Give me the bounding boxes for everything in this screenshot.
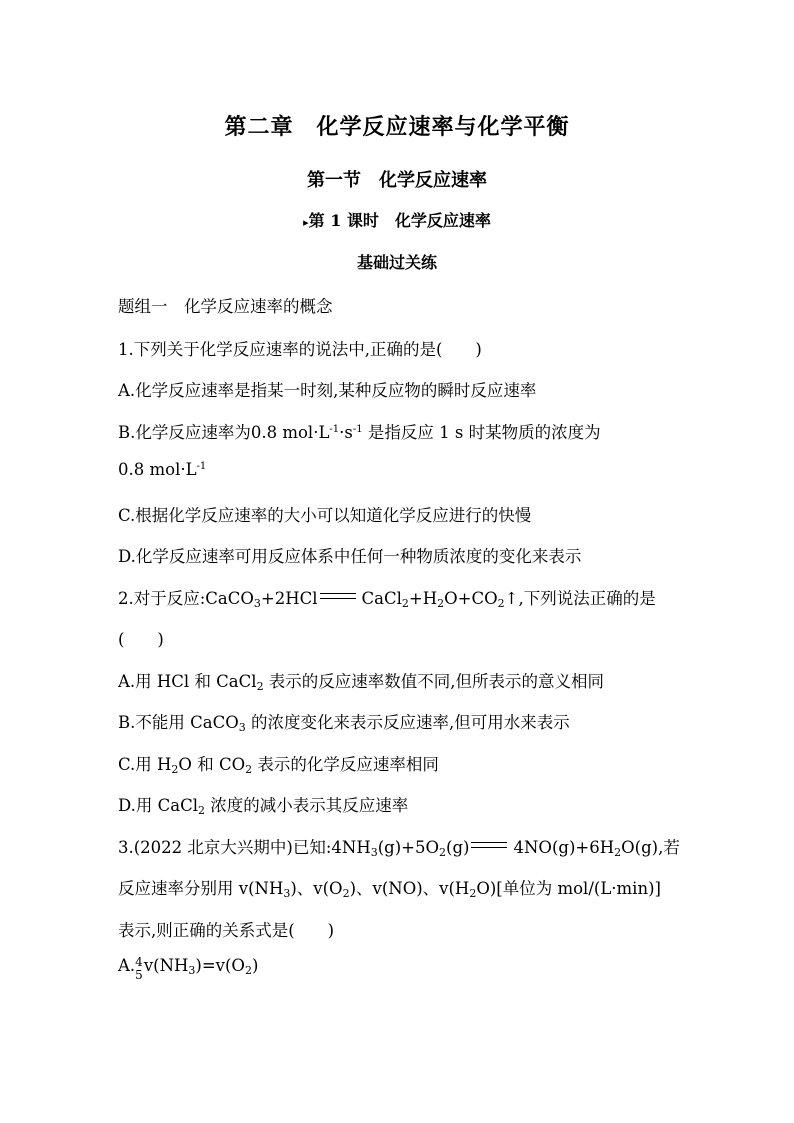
equals-sign-icon: [320, 593, 356, 599]
q2-stem: 2.对于反应:CaCO$_3$+2HCl $CaCl_2+H_2O+CO_2↑$,下列说法正确的是: [118, 589, 656, 610]
q3-stem: 3.(2022 北京大兴期中)已知$:4NH_3(g)+5O_2(g)$ $4NO(g)+6H_2O(g)$,若: [118, 838, 680, 859]
lesson-marker-icon: ▸: [303, 216, 309, 229]
q1-option-c: C.根据化学反应速率的大小可以知道化学反应进行的快慢: [118, 506, 532, 525]
fraction: 4 5: [135, 955, 143, 982]
section-title: 第一节 化学反应速率: [307, 170, 487, 191]
equals-sign-icon: [471, 842, 507, 848]
practice-title: 基础过关练: [356, 253, 437, 272]
lesson-title: ▸第 1 课时 化学反应速率: [303, 211, 491, 230]
group1-title: 题组一 化学反应速率的概念: [118, 297, 333, 316]
q2-option-b: B.不能用 CaCO$_3$ 的浓度变化来表示反应速率,但可用水来表示: [118, 713, 570, 734]
q2-option-a: A.用 HCl 和 CaCl$_2$ 表示的反应速率数值不同,但所表示的意义相同: [118, 672, 605, 693]
q3-option-a: A. 4 5 $v(NH_3)=v(O_2)$: [118, 955, 259, 982]
chapter-title: 第二章 化学反应速率与化学平衡: [224, 114, 570, 140]
q1-option-b-cont: 0.8 $mol\cdot L^{-1}$: [118, 460, 207, 479]
q3-stem-line2: 反应速率分别用 $v(NH_3)$、$v(O_2)$、v(NO)、$v(H_2O)$[单位为 mol/(L·min)]: [118, 879, 661, 900]
q1-stem: 1.下列关于化学反应速率的说法中,正确的是( ): [118, 340, 482, 359]
q1-option-a: A.化学反应速率是指某一时刻,某种反应物的瞬时反应速率: [118, 381, 537, 400]
q2-option-d: D.用 CaCl$_2$ 浓度的减小表示其反应速率: [118, 796, 409, 817]
q2-option-c: C.用 $H_2O$ 和 $CO_2$ 表示的化学反应速率相同: [118, 755, 439, 776]
q2-stem-cont: ( ): [118, 630, 164, 649]
q3-stem-line3: 表示,则正确的关系式是( ): [118, 921, 335, 940]
q1-option-d: D.化学反应速率可用反应体系中任何一种物质浓度的变化来表示: [118, 547, 582, 566]
q1-option-b: B.化学反应速率为0.8 $mol\cdot L^{-1}\cdot s^{-1}$ 是指反应 1 s 时某物质的浓度为: [118, 423, 601, 442]
